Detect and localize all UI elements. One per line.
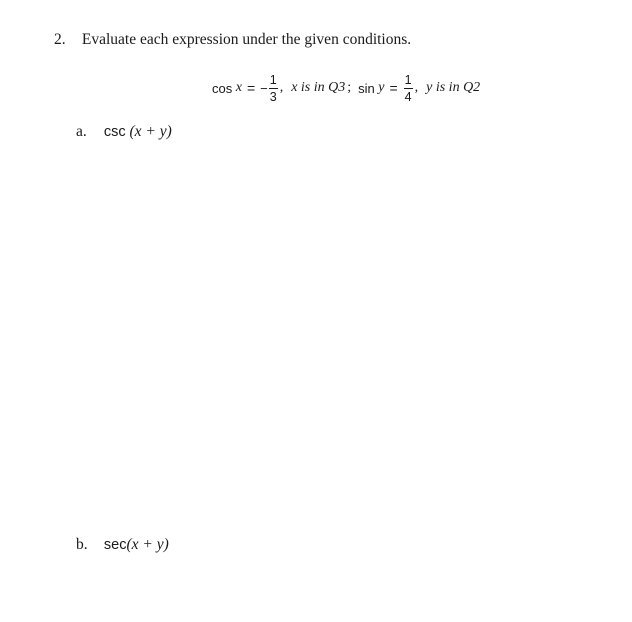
cos-numerator: 1 xyxy=(269,72,277,87)
sin-function: sin xyxy=(358,80,375,96)
part-b-expression: (x + y) xyxy=(126,536,169,553)
part-a xyxy=(76,123,172,141)
part-b xyxy=(76,536,169,554)
part-b-function: sec xyxy=(103,537,127,553)
part-a-label: a. xyxy=(76,123,87,140)
sin-denominator: 4 xyxy=(404,89,412,104)
sin-comma: , xyxy=(414,80,419,95)
sin-numerator: 1 xyxy=(404,72,412,87)
question-text: Evaluate each expression under the given conditions. xyxy=(81,31,412,48)
part-b-label: b. xyxy=(76,536,88,553)
cos-function: cos xyxy=(212,80,233,96)
y-quadrant-text: y is in Q2 xyxy=(426,80,481,95)
condition-separator: ; xyxy=(347,80,352,95)
sin-variable: y xyxy=(378,80,385,95)
cos-denominator: 3 xyxy=(269,89,277,104)
cos-fraction xyxy=(269,73,278,104)
part-a-function: csc xyxy=(103,124,126,140)
cos-condition xyxy=(212,73,291,104)
cos-minus-sign: − xyxy=(260,80,268,96)
question-heading xyxy=(54,31,411,49)
sin-condition xyxy=(358,73,426,104)
part-a-expression: (x + y) xyxy=(129,123,172,140)
question-number: 2. xyxy=(54,31,66,48)
cos-variable: x xyxy=(235,80,242,95)
sin-equals: = xyxy=(389,80,398,96)
sin-fraction xyxy=(404,73,413,104)
given-conditions xyxy=(212,66,480,110)
cos-equals: = xyxy=(246,80,256,96)
x-quadrant-text: x is in Q3 xyxy=(291,80,346,95)
cos-comma: , xyxy=(279,80,284,95)
